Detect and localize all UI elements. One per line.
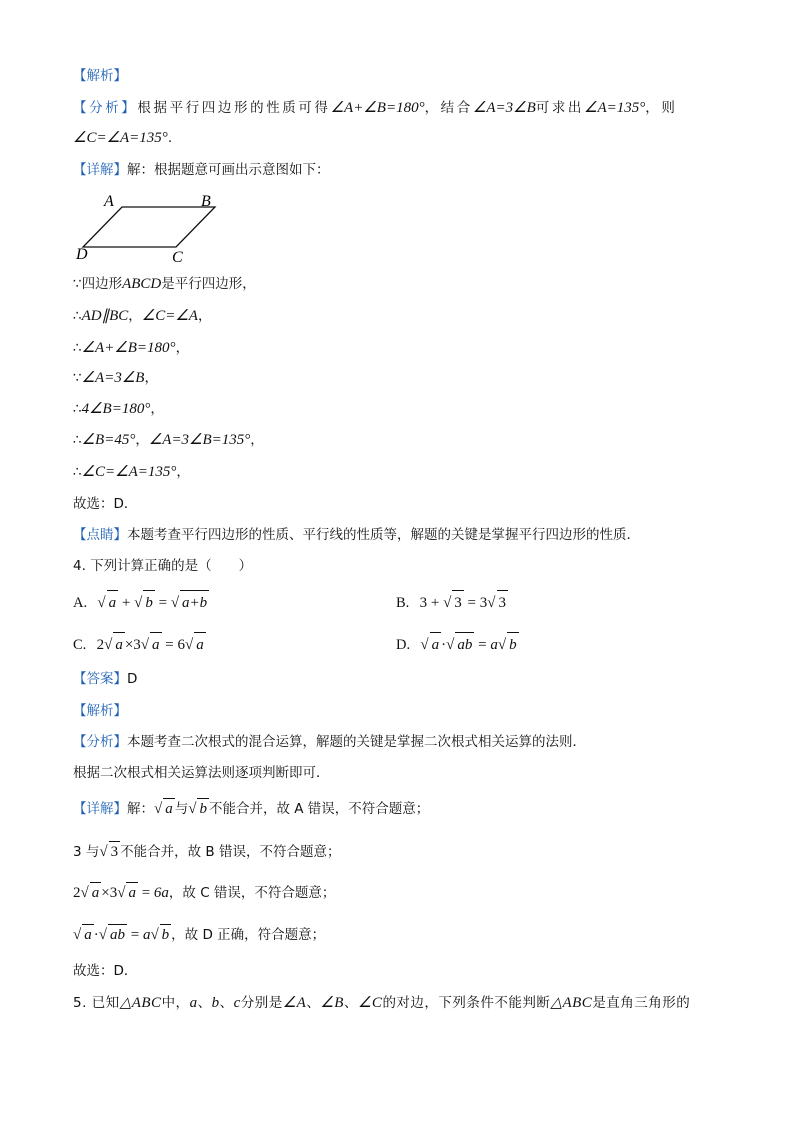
coefficient: 2: [96, 637, 105, 653]
text: ，: [250, 432, 264, 448]
question-number: 4.: [73, 558, 86, 574]
text: 下列计算正确的是（ ）: [90, 558, 253, 574]
text: 是直角三角形的: [592, 995, 691, 1011]
radicand: 3: [497, 590, 509, 615]
radicand: 3: [452, 590, 464, 615]
text: 根据平行四边形的性质可得: [137, 100, 331, 116]
tag-fenxi: 【分析】: [73, 734, 127, 750]
answer-line: [73, 669, 137, 689]
because-symbol: ∵: [73, 276, 82, 292]
because-symbol: ∵: [73, 370, 82, 386]
section-analysis-heading: [73, 66, 127, 86]
text: 的对边，下列条件不能判断: [382, 995, 551, 1011]
vertex-label-c: C: [172, 249, 183, 266]
question-4-stem: [73, 556, 252, 576]
rule-line: [73, 763, 330, 783]
text: ，: [135, 432, 149, 448]
equals-sign: =: [130, 927, 140, 943]
equals-sign: =: [158, 595, 168, 611]
tag-jiexi: 【解析】: [73, 703, 127, 719]
text: ，则: [645, 100, 678, 116]
coefficient: 3: [109, 885, 118, 901]
detail-line-c: 2√ a ×3√ a = 6a，故 C 错误，不符合题意；: [73, 882, 335, 903]
choose-line: [73, 494, 137, 514]
math: ∠C=∠A=135°: [81, 464, 177, 480]
coefficient: a: [142, 927, 151, 943]
text: .: [167, 130, 173, 146]
option-c[interactable]: C. 2√ a ×3√ a = 6√ a: [73, 632, 206, 657]
option-label: C.: [73, 637, 87, 653]
parallelogram-shape: [83, 207, 215, 247]
math: ∠C: [357, 995, 383, 1011]
coefficient: a: [490, 637, 498, 653]
parallelogram-figure: [73, 190, 233, 266]
text: 根据二次根式相关运算法则逐项判断即可．: [73, 765, 330, 781]
detail-line-b: 3 与√ 3 不能合并，故 B 错误，不符合题意；: [73, 841, 340, 862]
tag-xiangjie: 【详解】: [73, 801, 127, 817]
text: 分别是: [240, 995, 283, 1011]
text: 、: [219, 995, 234, 1011]
math: ∠A=3∠B=135°: [148, 432, 251, 448]
radicand: 3: [109, 841, 121, 862]
analysis-paragraph-cont: [73, 128, 172, 148]
vertex-label-d: D: [76, 246, 88, 263]
therefore-symbol: ∴: [73, 308, 82, 324]
radicand: b: [143, 590, 155, 615]
text: 是平行四边形，: [161, 276, 256, 292]
math: 4∠B=180°: [81, 401, 151, 417]
choose-line-2: [73, 961, 137, 981]
radicand: b: [507, 632, 519, 657]
math: AD∥BC: [81, 308, 129, 324]
coefficient: 6: [177, 637, 185, 653]
text: 可求出: [535, 100, 585, 116]
text: 已知: [91, 995, 120, 1011]
radicand: a: [82, 924, 94, 945]
math: c: [233, 995, 241, 1011]
answer-value: D: [127, 671, 138, 687]
text: 不能合并，故 A 错误，不符合题意；: [208, 801, 430, 817]
coefficient: 3: [133, 637, 141, 653]
math: ∠C=∠A: [141, 308, 198, 324]
radicand: a: [126, 882, 138, 903]
math: △ABC: [119, 995, 162, 1011]
math: ∠A=3∠B: [472, 100, 536, 116]
text: 中，: [161, 995, 190, 1011]
analysis-paragraph-2: [73, 732, 586, 752]
radicand: a: [150, 632, 162, 657]
text: ，: [176, 464, 190, 480]
text: 不能合并，故 B 错误，不符合题意；: [120, 844, 341, 860]
text: 3: [73, 844, 82, 860]
result: 6a: [153, 885, 169, 901]
radicand: a: [90, 882, 102, 903]
equals-sign: =: [478, 637, 487, 653]
text: 故选：D．: [73, 496, 138, 512]
question-number: 5.: [73, 995, 87, 1011]
therefore-symbol: ∴: [73, 464, 82, 480]
radicand: b: [197, 798, 209, 819]
detail-heading: [73, 160, 330, 180]
tag-fenxi: 【分析】: [73, 100, 138, 116]
tag-jiexi: 【解析】: [73, 68, 127, 84]
text: 解：: [127, 801, 154, 817]
text: ，故 C 错误，不符合题意；: [168, 885, 336, 901]
option-label: A.: [73, 595, 88, 611]
equals-sign: =: [467, 595, 477, 611]
step-line: [73, 306, 211, 326]
text: ，: [128, 308, 142, 324]
text: 、: [306, 995, 321, 1011]
option-d[interactable]: D. √ a ·√ ab = a√ b: [396, 632, 519, 657]
tag-xiangjie: 【详解】: [73, 162, 127, 178]
step-line: [73, 399, 164, 419]
text: ，: [175, 340, 190, 356]
text: 与: [85, 844, 100, 860]
text: 本题考查二次根式的混合运算，解题的关键是掌握二次根式相关运算的法则．: [127, 734, 586, 750]
math: ∠A=3∠B: [81, 370, 145, 386]
coefficient: 3: [419, 595, 428, 611]
radicand: a: [107, 590, 119, 615]
equals-sign: =: [141, 885, 151, 901]
radicand: a: [194, 632, 206, 657]
step-line: [73, 462, 190, 482]
therefore-symbol: ∴: [73, 401, 82, 417]
section-analysis-heading-2: [73, 701, 127, 721]
math: b: [211, 995, 220, 1011]
vertex-label-a: A: [104, 193, 114, 210]
analysis-paragraph: [73, 98, 677, 118]
math: ∠A: [282, 995, 307, 1011]
text: ，结合: [424, 100, 473, 116]
coefficient: 3: [479, 595, 488, 611]
times-sign: ×: [101, 885, 110, 901]
step-line: [73, 430, 264, 450]
detail-line-a: 【详解】解：√ a 与√ b 不能合并，故 A 错误，不符合题意；: [73, 798, 429, 819]
dot-sign: ·: [93, 927, 99, 943]
option-b[interactable]: B. 3 + √ 3 = 3√ 3: [396, 590, 508, 615]
dot-sign: ·: [441, 637, 447, 653]
equals-sign: =: [165, 637, 174, 653]
radicand: a+b: [180, 590, 209, 615]
math: ∠B: [320, 995, 344, 1011]
detail-line-d: √ a ·√ ab = a√ b ，故 D 正确，符合题意；: [73, 924, 325, 945]
step-line: [73, 368, 158, 388]
times-sign: ×: [124, 637, 134, 653]
math: ∠A=135°: [584, 100, 646, 116]
math: △ABC: [550, 995, 593, 1011]
tag-dianjing: 【点睛】: [73, 527, 127, 543]
text: 、: [197, 995, 212, 1011]
math: ∠B=45°: [81, 432, 136, 448]
math: ∠A+∠B=180°: [330, 100, 425, 116]
text: ，: [197, 308, 212, 324]
math: a: [189, 995, 198, 1011]
text: 与: [174, 801, 189, 817]
option-a[interactable]: A. √ a + √ b = √ a+b: [73, 590, 209, 615]
radicand: ab: [108, 924, 127, 945]
coefficient: 2: [73, 885, 81, 901]
text: 四边形: [81, 276, 123, 292]
text: 故选：D．: [73, 963, 138, 979]
tag-daan: 【答案】: [73, 671, 127, 687]
therefore-symbol: ∴: [73, 340, 82, 356]
option-label: D.: [396, 637, 411, 653]
vertex-label-b: B: [201, 193, 211, 210]
radicand: b: [160, 924, 172, 945]
math: ∠A+∠B=180°: [81, 340, 176, 356]
radicand: ab: [455, 632, 474, 657]
question-5-stem: [73, 993, 690, 1013]
radicand: a: [113, 632, 125, 657]
math: ∠C=∠A=135°: [73, 130, 168, 146]
text: 、: [343, 995, 358, 1011]
radicand: a: [430, 632, 442, 657]
step-line: [73, 274, 256, 294]
text: ，: [150, 401, 164, 417]
radicand: a: [163, 798, 175, 819]
math: ABCD: [122, 276, 162, 292]
text: ，: [144, 370, 158, 386]
text: ，故 D 正确，符合题意；: [171, 927, 326, 943]
text: 本题考查平行四边形的性质、平行线的性质等，解题的关键是掌握平行四边形的性质．: [127, 527, 640, 543]
step-line: [73, 338, 189, 358]
option-label: B.: [396, 595, 410, 611]
text: 解：根据题意可画出示意图如下：: [127, 162, 330, 178]
therefore-symbol: ∴: [73, 432, 82, 448]
key-point-paragraph: [73, 525, 640, 545]
